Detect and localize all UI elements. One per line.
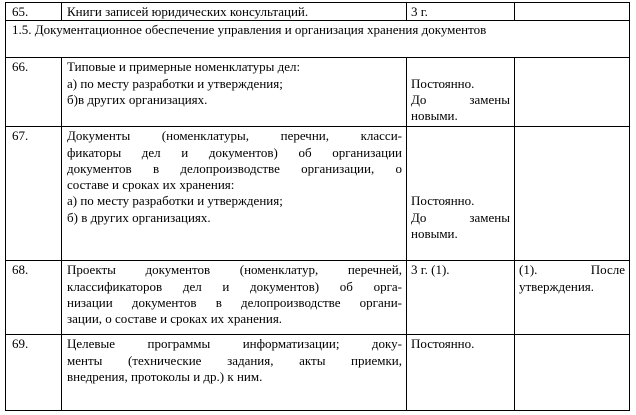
description-line: зации, о составе и сроках их хранения. bbox=[67, 311, 283, 327]
item-description bbox=[62, 3, 407, 21]
table-row bbox=[6, 261, 630, 335]
item-description bbox=[62, 261, 407, 335]
note-line: (1). После bbox=[519, 262, 625, 278]
document-page bbox=[5, 2, 629, 411]
description-line: Проекты документов (номенклатур, перечней, bbox=[67, 262, 402, 278]
term-line: новыми. bbox=[411, 108, 458, 124]
retention-term bbox=[407, 127, 515, 261]
description-line: документов в делопроизводстве организации, о bbox=[67, 160, 402, 176]
table-row bbox=[6, 3, 630, 21]
description-line: Типовые и примерные номенклатуры дел: bbox=[67, 59, 301, 75]
description-line: б) в других организациях. bbox=[67, 209, 211, 225]
description-line: низации документов в делопроизводстве органи- bbox=[67, 294, 402, 310]
retention-term bbox=[407, 3, 515, 21]
term-line: Постоянно. bbox=[411, 336, 475, 352]
retention-term bbox=[407, 261, 515, 335]
item-number: 66. bbox=[6, 58, 62, 127]
item-note bbox=[515, 3, 630, 21]
table-row bbox=[6, 127, 630, 261]
item-note bbox=[515, 58, 630, 127]
description-line: б)в других организациях. bbox=[67, 91, 208, 107]
item-description bbox=[62, 335, 407, 411]
item-note bbox=[515, 335, 630, 411]
item-description bbox=[62, 127, 407, 261]
description-line: Документы (номенклатуры, перечни, класси- bbox=[67, 128, 402, 144]
section-row bbox=[6, 21, 630, 58]
term-line: До замены bbox=[411, 91, 510, 107]
term-line: Постоянно. bbox=[411, 193, 475, 209]
term-line: 3 г. bbox=[411, 4, 428, 19]
description-line: составе и сроках их хранения: bbox=[67, 177, 235, 193]
item-number: 69. bbox=[6, 335, 62, 411]
note-line: утверждения. bbox=[519, 278, 595, 294]
section-heading: 1.5. Документационное обеспечение управления и организация хранения документов bbox=[6, 21, 630, 58]
description-line: Целевые программы информатизации; доку- bbox=[67, 336, 402, 352]
table-row bbox=[6, 58, 630, 127]
description-line: фикаторы дел и документов) об организации bbox=[67, 144, 402, 160]
retention-term bbox=[407, 58, 515, 127]
description-line: а) по месту разработки и утверждения; bbox=[67, 193, 283, 209]
term-line: До замены bbox=[411, 209, 510, 225]
description-line: а) по месту разработки и утверждения; bbox=[67, 75, 283, 91]
description-line: Книги записей юридических консультаций. bbox=[67, 4, 309, 19]
description-line: внедрения, протоколы и др.) к ним. bbox=[67, 368, 263, 384]
item-number: 68. bbox=[6, 261, 62, 335]
term-line: 3 г. (1). bbox=[411, 262, 450, 278]
term-line: Постоянно. bbox=[411, 75, 475, 91]
retention-table bbox=[5, 2, 630, 411]
table-row bbox=[6, 335, 630, 411]
description-line: классификаторов дел и документов) об орга- bbox=[67, 278, 402, 294]
item-description bbox=[62, 58, 407, 127]
item-number: 65. bbox=[6, 3, 62, 21]
retention-term bbox=[407, 335, 515, 411]
term-line: новыми. bbox=[411, 226, 458, 242]
description-line: менты (технические задания, акты приемки, bbox=[67, 352, 402, 368]
item-note bbox=[515, 127, 630, 261]
item-note bbox=[515, 261, 630, 335]
item-number: 67. bbox=[6, 127, 62, 261]
